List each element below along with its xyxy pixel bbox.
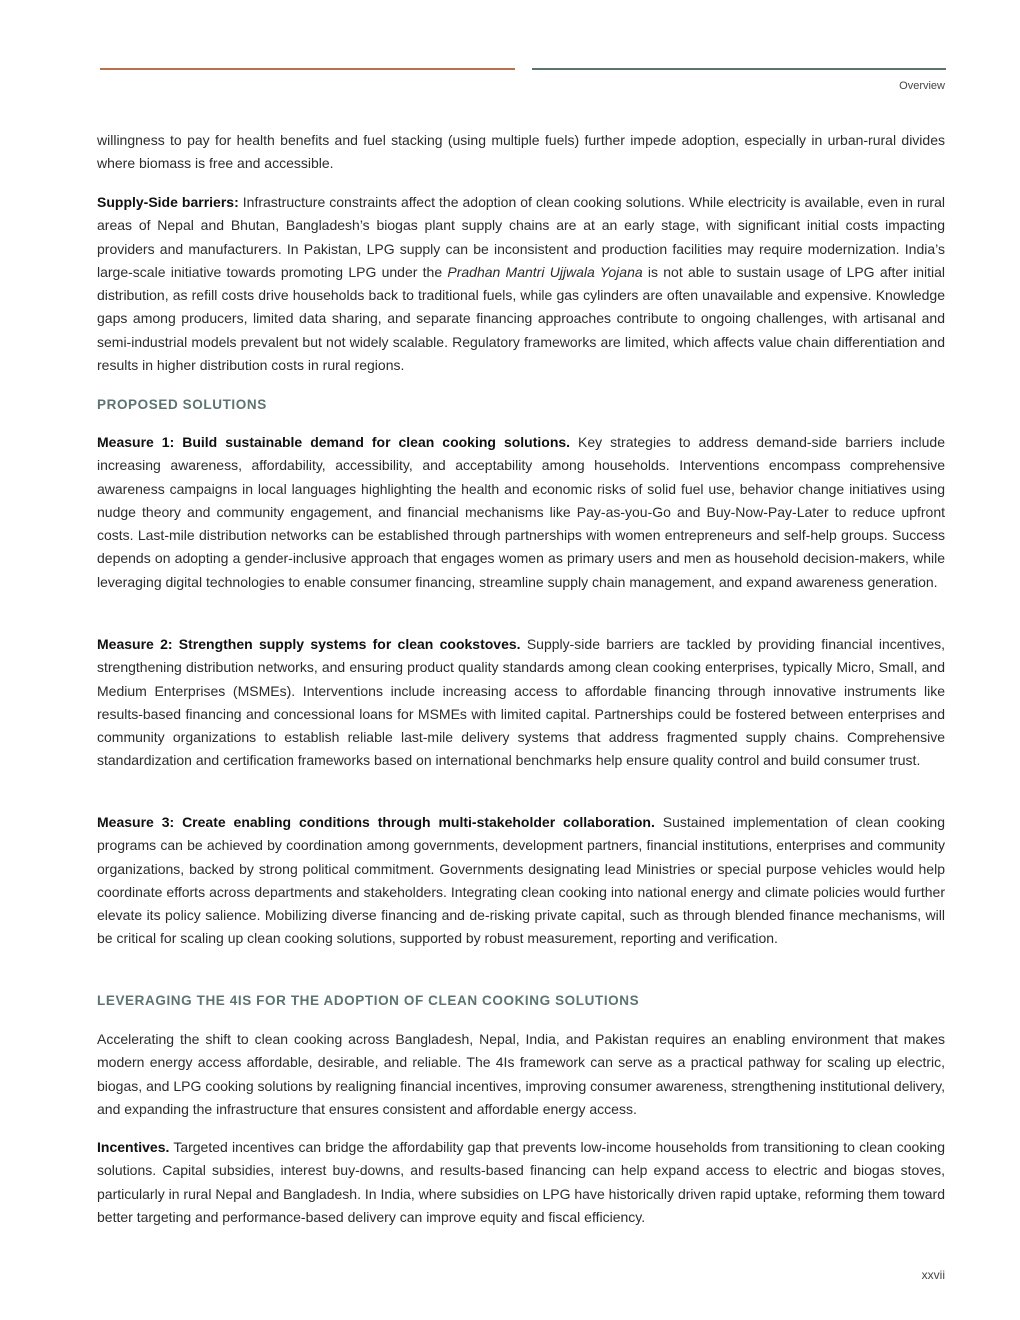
section-heading: PROPOSED SOLUTIONS xyxy=(97,397,267,412)
paragraph-continuation: willingness to pay for health benefits and fuel stacking (using multiple fuels) further impede adoption, especially in urban-rural divides where biomass is free and accessible. xyxy=(97,132,945,172)
paragraph-supply-side xyxy=(97,191,945,377)
paragraph-measure-1 xyxy=(97,431,945,594)
paragraph-measure-3 xyxy=(97,811,945,951)
paragraph-text: Supply-side barriers are tackled by providing financial incentives, strengthening distribution networks, and ensuring product quality standards among clean cooking enterprises, typically Micro, Small, and Medium Enterprises (MSMEs). Interventions include increasing access to affordable financing through innovative instruments like results-based financing and concessional loans for MSMEs with limited capital. Partnerships could be fostered between enterprises and community organizations to establish reliable last-mile delivery systems that address fragmented supply chains. Comprehensive standardization and certification frameworks based on international benchmarks help ensure quality control and build consumer trust. xyxy=(97,636,945,769)
paragraph-incentives xyxy=(97,1136,945,1229)
page-number: xxvii xyxy=(921,1268,945,1282)
paragraph-text: Targeted incentives can bridge the affordability gap that prevents low-income households from transitioning to clean cooking solutions. Capital subsidies, interest buy-downs, and results-based financing can help expand access to electric and biogas stoves, particularly in rural Nepal and Bangladesh. In India, where subsidies on LPG have historically driven rapid uptake, reforming them toward better targeting and performance-based delivery can improve equity and fiscal efficiency. xyxy=(97,1139,945,1225)
paragraph-text: Infrastructure constraints affect the adoption of clean cooking solutions. While electricity is available, even in rural areas of Nepal and Bhutan, Bangladesh’s biogas plant supply chains are at an early stage, with significant initial costs impacting providers and manufacturers. In Pakistan, LPG supply can be inconsistent and production facilities may require modernization. India’s large-scale initiative towards promoting LPG under the xyxy=(97,194,945,280)
paragraph-accelerating: Accelerating the shift to clean cooking across Bangladesh, Nepal, India, and Pakistan requires an enabling environment that makes modern energy access affordable, desirable, and reliable. The 4Is framework can serve as a practical pathway for scaling up electric, biogas, and LPG cooking solutions by realigning financial incentives, improving consumer awareness, strengthening institutional delivery, and expanding the infrastructure that ensures consistent and affordable energy access. xyxy=(97,1031,945,1117)
header-rule-left xyxy=(100,68,515,70)
paragraph-lead: Measure 1: Build sustainable demand for clean cooking solutions. xyxy=(97,434,571,450)
paragraph-lead: Incentives. xyxy=(97,1139,170,1155)
paragraph-lead: Measure 2: Strengthen supply systems for clean cookstoves. xyxy=(97,636,521,652)
header-rule-right xyxy=(532,68,946,70)
running-head: Overview xyxy=(899,80,945,92)
program-name: Pradhan Mantri Ujjwala Yojana xyxy=(447,263,643,280)
paragraph-lead: Measure 3: Create enabling conditions through multi-stakeholder collaboration. xyxy=(97,814,655,830)
paragraph-text: is not able to sustain usage of LPG after initial distribution, as refill costs drive households back to traditional fuels, while gas cylinders are often unavailable and expensive. Knowledge gaps among producers, limited data sharing, and separate financing approaches contribute to ongoing challenges, with artisanal and semi-industrial models prevalent but not widely scalable. Regulatory frameworks are limited, which affects value chain differentiation and results in higher distribution costs in rural regions. xyxy=(97,263,945,374)
paragraph-measure-2 xyxy=(97,633,945,773)
paragraph-text: Key strategies to address demand-side barriers include increasing awareness, affordability, accessibility, and acceptability among households. Interventions encompass comprehensive awareness campaigns in local languages highlighting the health and economic risks of solid fuel use, behavior change initiatives using nudge theory and community engagement, and financial mechanisms like Pay-as-you-Go and Buy-Now-Pay-Later to reduce upfront costs. Last-mile distribution networks can be established through partnerships with women entrepreneurs and self-help groups. Success depends on adopting a gender-inclusive approach that engages women as primary users and men as household decision-makers, while leveraging digital technologies to enable consumer financing, streamline supply chain management, and expand awareness generation. xyxy=(97,434,945,590)
paragraph-lead: Supply-Side barriers: xyxy=(97,194,239,210)
paragraph-text: Sustained implementation of clean cooking programs can be achieved by coordination among governments, development partners, financial institutions, enterprises and community organizations, backed by strong political commitment. Governments designating lead Ministries or special purpose vehicles would help coordinate efforts across departments and stakeholders. Integrating clean cooking into national energy and climate policies would further elevate its policy salience. Mobilizing diverse financing and de-risking private capital, such as through blended finance mechanisms, will be critical for scaling up clean cooking solutions, supported by robust measurement, reporting and verification. xyxy=(97,814,945,947)
section-heading: LEVERAGING THE 4IS FOR THE ADOPTION OF CLEAN COOKING SOLUTIONS xyxy=(97,993,640,1008)
